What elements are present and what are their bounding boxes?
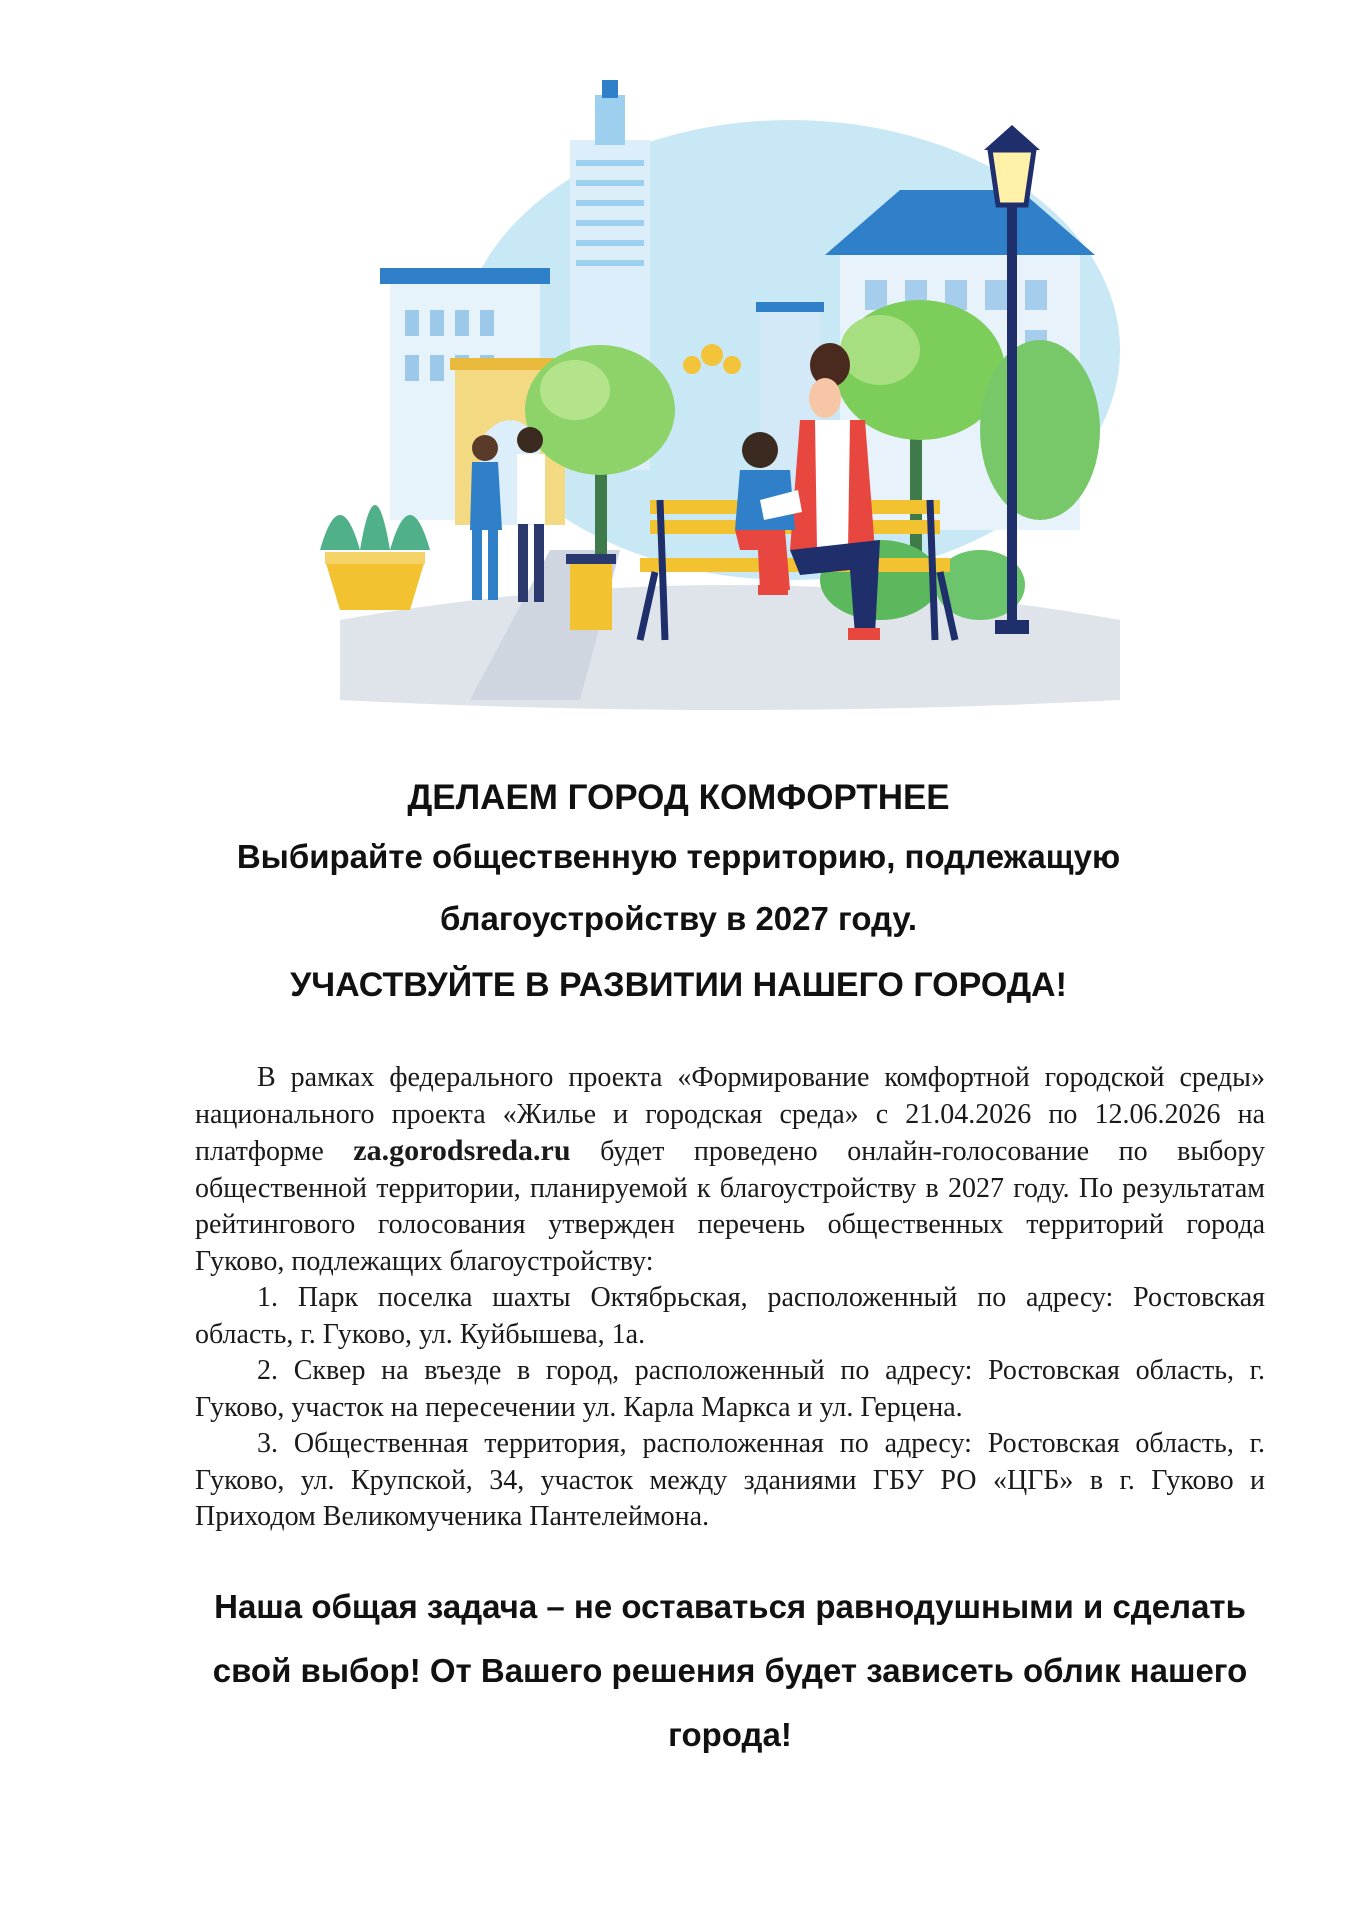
intro-paragraph [195,1060,1265,1280]
mid-building-roof [756,302,824,312]
tree-far-right [980,340,1100,520]
headline-title: ДЕЛАЕМ ГОРОД КОМФОРТНЕЕ [407,778,950,817]
city-park-illustration [320,80,1140,740]
call-to-action: УЧАСТВУЙТЕ В РАЗВИТИИ НАШЕГО ГОРОДА! [290,966,1067,1004]
intro-before-site: В рамках федерального проекта «Формирование комфортной городской среды» национального проекта «Жилье и городская среда» с 21.04.2026 по 12.06.2026 на платформе [195,1062,1265,1167]
intro-after-site: будет проведено онлайн-голосование по выбору общественной территории, планируемой к благоустройству в 2027 году. По результатам рейтингового голосования утвержден перечень общественных территорий города Гуково, подлежащих благоустройству: [195,1136,1266,1277]
potted-plant [320,505,430,610]
site-link[interactable]: za.gorodsreda.ru [353,1134,571,1167]
list-item: 2. Сквер на въезде в город, расположенный по адресу: Ростовская область, г. Гуково, участок на пересечении ул. Карла Маркса и ул. Герцена. [195,1355,1265,1423]
subtitle-line-1: Выбирайте общественную территорию, подлежащую [236,838,1121,875]
subtitle-line-2: благоустройству в 2027 году. [439,900,918,937]
body-text [195,1060,1265,1536]
headline-subtitle [140,826,1217,950]
closing-message: Наша общая задача – не оставаться равнодушными и сделать свой выбор! От Вашего решения будет зависеть облик нашего города! [212,1588,1248,1753]
list-item: 1. Парк поселка шахты Октябрьская, расположенный по адресу: Ростовская область, г. Гуково, ул. Куйбышева, 1а. [195,1282,1265,1350]
trash-bin [566,554,616,630]
list-item: 3. Общественная территория, расположенная по адресу: Ростовская область, г. Гуково, ул. Крупской, 34, участок между зданиями ГБУ РО «ЦГБ» в г. Гуково и Приходом Великомученика Пантелеймона. [195,1428,1265,1532]
